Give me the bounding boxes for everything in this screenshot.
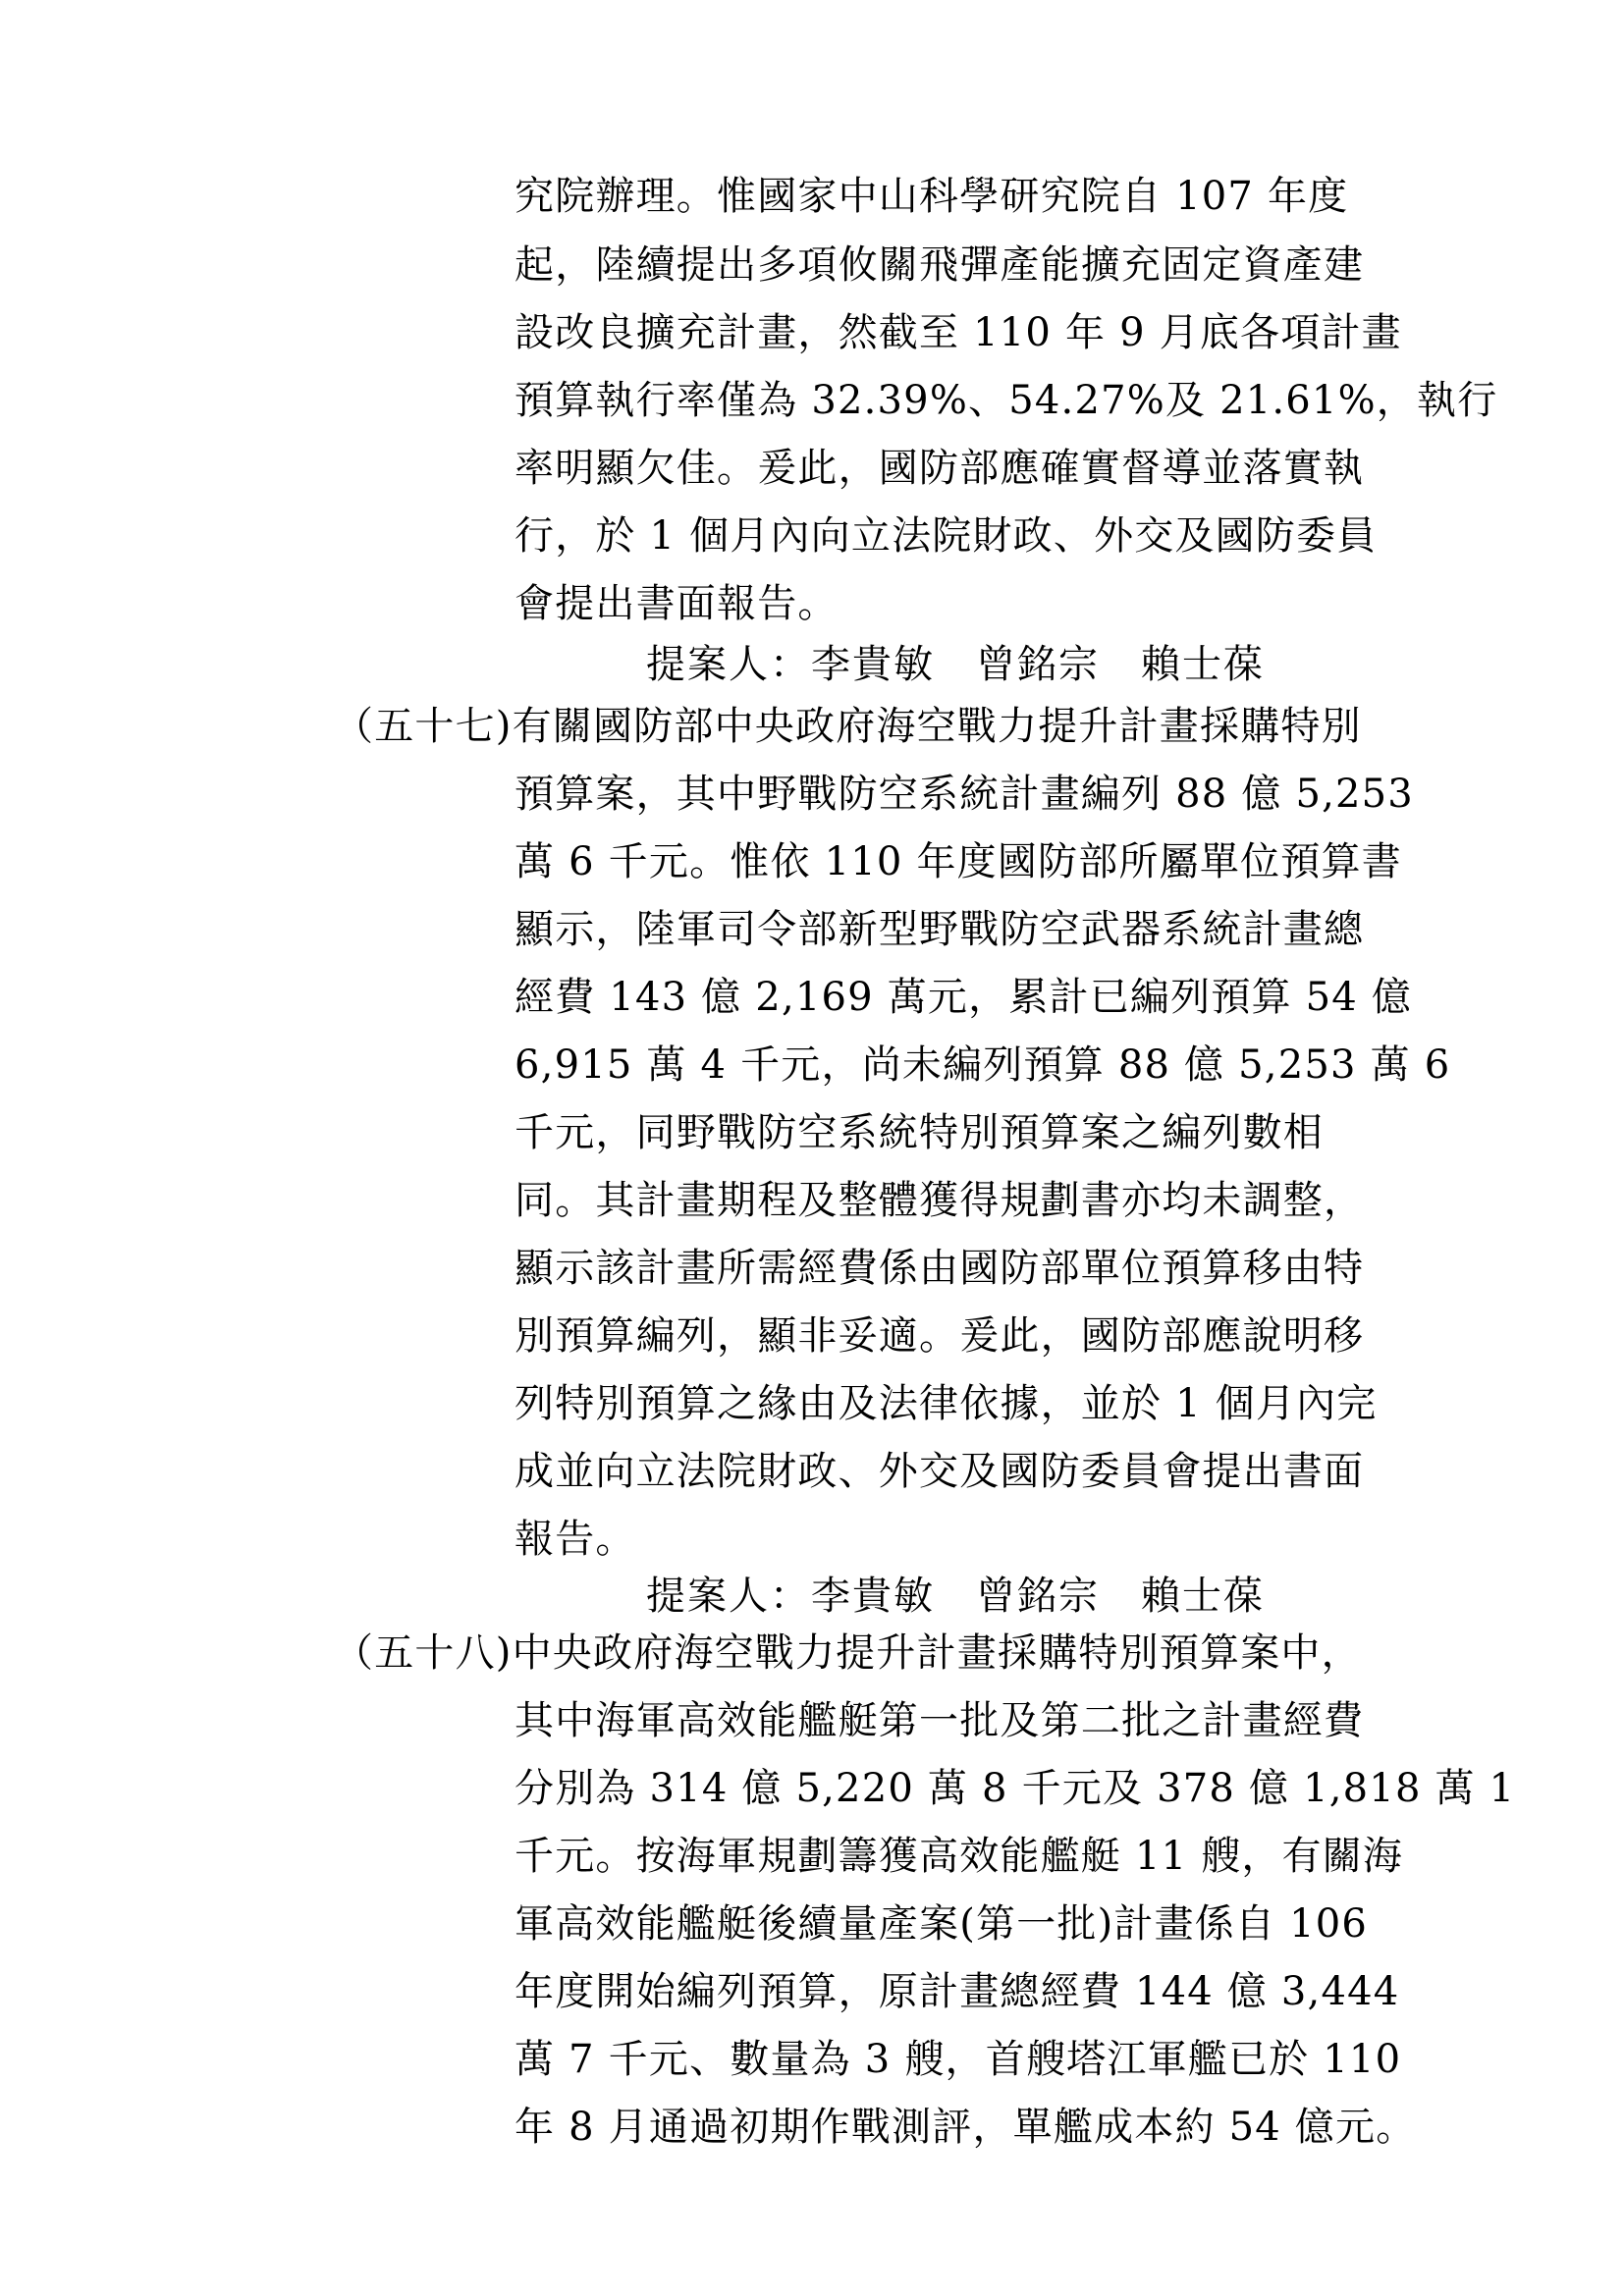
text-line: 成並向立法院財政、外交及國防委員會提出書面	[514, 1449, 1365, 1494]
proposer-line: 提案人：李貴敏 曾銘宗 賴士葆	[646, 1574, 1265, 1619]
text-line: 行，於 1 個月內向立法院財政、外交及國防委員	[514, 513, 1378, 559]
text-line: 報告。	[514, 1517, 636, 1562]
text-line: 6,915 萬 4 千元，尚未編列預算 88 億 5,253 萬 6	[514, 1042, 1451, 1088]
item-heading-57: （五十七)有關國防部中央政府海空戰力提升計畫採購特別	[334, 704, 1362, 749]
proposer-line: 提案人：李貴敏 曾銘宗 賴士葆	[646, 642, 1265, 687]
text-line: 同。其計畫期程及整體獲得規劃書亦均未調整，	[514, 1178, 1365, 1223]
text-line: 其中海軍高效能艦艇第一批及第二批之計畫經費	[514, 1698, 1365, 1743]
text-line: 萬 6 千元。惟依 110 年度國防部所屬單位預算書	[514, 839, 1402, 884]
text-line: 千元。按海軍規劃籌獲高效能艦艇 11 艘，有關海	[514, 1834, 1404, 1879]
text-line: 起，陸續提出多項攸關飛彈產能擴充固定資產建	[514, 242, 1365, 288]
item-heading-58: （五十八)中央政府海空戰力提升計畫採購特別預算案中，	[334, 1630, 1362, 1676]
text-line: 年度開始編列預算，原計畫總經費 144 億 3,444	[514, 1969, 1400, 2014]
text-line: 萬 7 千元、數量為 3 艘，首艘塔江軍艦已於 110	[514, 2037, 1402, 2082]
text-line: 別預算編列，顯非妥適。爰此，國防部應說明移	[514, 1313, 1365, 1359]
text-line: 顯示該計畫所需經費係由國防部單位預算移由特	[514, 1246, 1365, 1291]
text-line: 預算案，其中野戰防空系統計畫編列 88 億 5,253	[514, 772, 1414, 817]
text-line: 分別為 314 億 5,220 萬 8 千元及 378 億 1,818 萬 1	[514, 1766, 1516, 1811]
text-line: 預算執行率僅為 32.39%、54.27%及 21.61%，執行	[514, 378, 1498, 423]
text-line: 軍高效能艦艇後續量產案(第一批)計畫係自 106	[514, 1901, 1369, 1947]
text-line: 顯示，陸軍司令部新型野戰防空武器系統計畫總	[514, 907, 1365, 952]
text-line: 設改良擴充計畫，然截至 110 年 9 月底各項計畫	[514, 310, 1402, 355]
text-line: 率明顯欠佳。爰此，國防部應確實督導並落實執	[514, 446, 1365, 491]
text-line: 經費 143 億 2,169 萬元，累計已編列預算 54 億	[514, 975, 1413, 1020]
text-line: 千元，同野戰防空系統特別預算案之編列數相	[514, 1110, 1324, 1155]
text-line: 列特別預算之緣由及法律依據，並於 1 個月內完	[514, 1381, 1378, 1426]
text-line: 年 8 月通過初期作戰測評，單艦成本約 54 億元。	[514, 2105, 1417, 2150]
text-line: 會提出書面報告。	[514, 581, 839, 626]
text-line: 究院辦理。惟國家中山科學研究院自 107 年度	[514, 174, 1349, 219]
